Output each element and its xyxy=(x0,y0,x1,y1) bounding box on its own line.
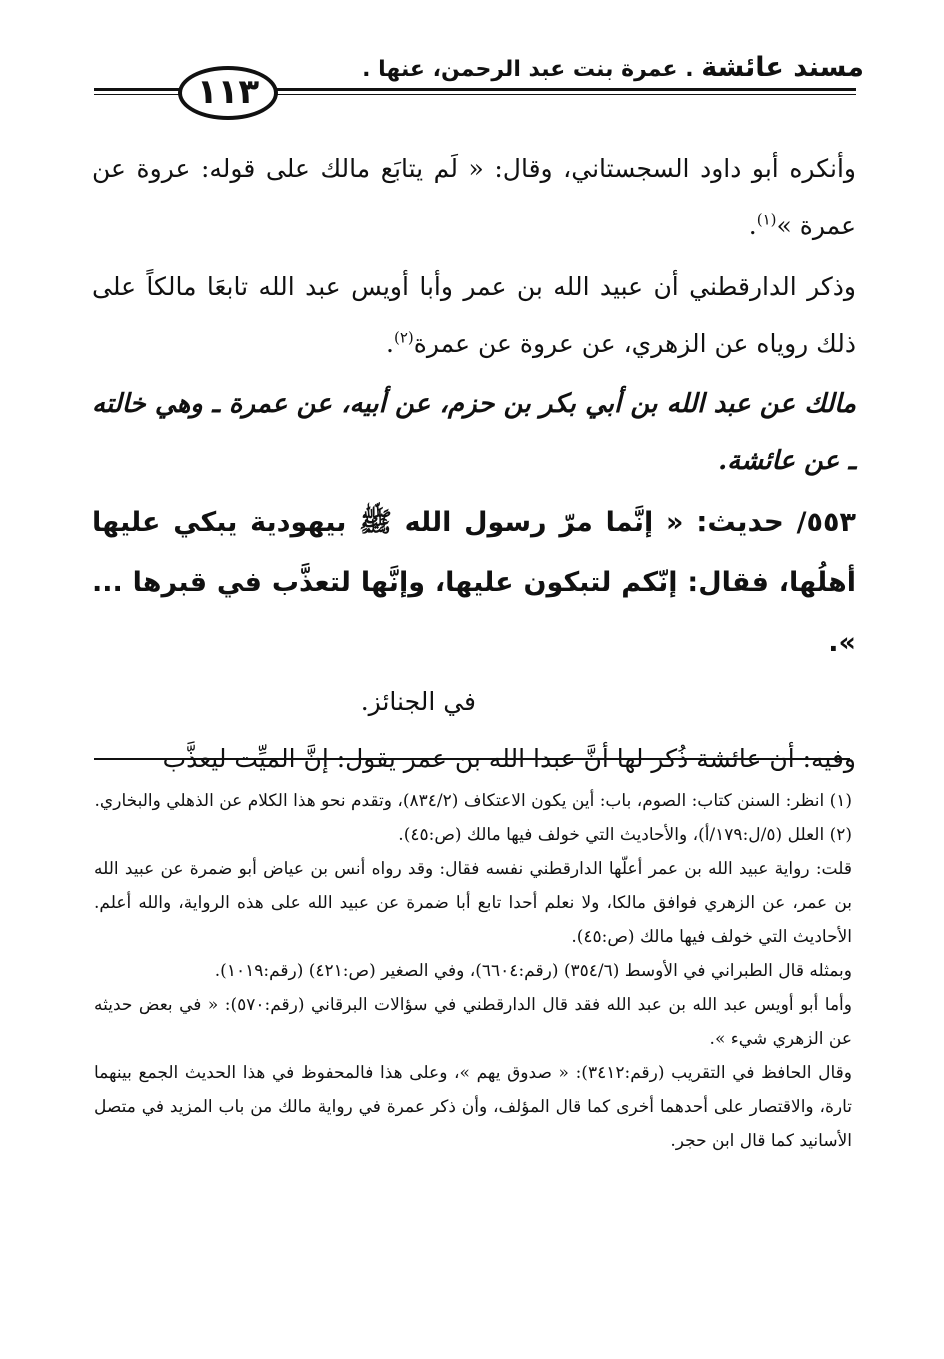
paragraph-2: وذكر الدارقطني أن عبيد الله بن عمر وأبا أويس عبد الله تابعَا مالكاً على ذلك روياه عن الزهري، عن عروة عن عمرة$^{(٢)}$. xyxy=(92,272,856,358)
footnote-ref-2[interactable]: (٢) xyxy=(393,328,414,347)
footnote-2-comment: قلت: رواية عبيد الله بن عمر أعلّها الدارقطني نفسه فقال: وقد رواه أنس بن عياض أبو ضمرة عن عبيد الله بن عمر، عن الزهري فوافق مالكا، ولا نعلم أحدا تابع أبا ضمرة عن عبيد الله على هذه الرواية، والله أعلم. الأحاديث التي خولف فيها مالك (ص:٤٥). xyxy=(94,859,852,947)
paragraph-3: وفيه: أن عائشة ذُكر لها أنَّ عبدا الله بن عمر يقول: إنَّ الميِّت ليعذَّب xyxy=(162,744,856,773)
isnad-heading: مالك عن عبد الله بن أبي بكر بن حزم، عن أبيه، عن عمرة ـ وهي خالته ـ عن عائشة. xyxy=(92,389,857,476)
footnote-2-hafiz: وقال الحافظ في التقريب (رقم:٣٤١٢): « صدوق يهم »، وعلى هذا فالمحفوظ في هذا الحديث الجمع بينهما تارة، والاقتصار على أحدهما أخرى كما قال المؤلف، وأن ذكر عمرة في رواية مالك من باب المزيد في متصل الأسانيد كما قال ابن حجر. xyxy=(94,1063,852,1151)
footnote-separator xyxy=(94,758,850,760)
running-title-main: مسند عائشة xyxy=(701,52,864,83)
paragraph-1: وأنكره أبو داود السجستاني، وقال: « لَم يتابَع مالك على قوله: عروة عن عمرة »$^{(١)}$. xyxy=(92,154,856,240)
hadith-location: في الجنائز. xyxy=(360,687,476,716)
running-title-sub: . عمرة بنت عبد الرحمن، عنها . xyxy=(362,57,702,82)
footnote-1: (١) انظر: السنن كتاب: الصوم، باب: أين يكون الاعتكاف (٨٣٤/٢)، وتقدم نحو هذا الكلام عن الذهلي والبخاري. xyxy=(94,791,852,811)
hadith-entry xyxy=(92,492,856,673)
running-title xyxy=(362,52,864,83)
footnote-2: (٢) العلل (٥/ل:١٧٩/أ)، والأحاديث التي خولف فيها مالك (ص:٤٥). xyxy=(398,825,852,845)
page-number: ١١٣ xyxy=(178,66,278,120)
hadith-text: « إنَّما مرّ رسول الله ﷺ بيهودية يبكي عليها أهلُها، فقال: إنّكم لتبكون عليها، وإنَّها لتعذَّب في قبرها ... ». xyxy=(92,507,856,658)
footnote-ref-1[interactable]: (١) xyxy=(756,210,777,229)
main-text xyxy=(92,140,856,787)
hadith-number: ٥٥٣/ xyxy=(783,507,856,538)
hadith-label: حديث: xyxy=(696,505,784,538)
footnotes xyxy=(94,784,852,1158)
footnote-2-abu-uwais: وأما أبو أويس عبد الله بن عبد الله فقد قال الدارقطني في سؤالات البرقاني (رقم:٥٧٠): « في بعض حديثه عن الزهري شيء ». xyxy=(94,995,852,1049)
footnote-2-tabarani: وبمثله قال الطبراني في الأوسط (٣٥٤/٦) (رقم:٦٦٠٤)، وفي الصغير (ص:٤٢١) (رقم:١٠١٩). xyxy=(214,961,852,981)
